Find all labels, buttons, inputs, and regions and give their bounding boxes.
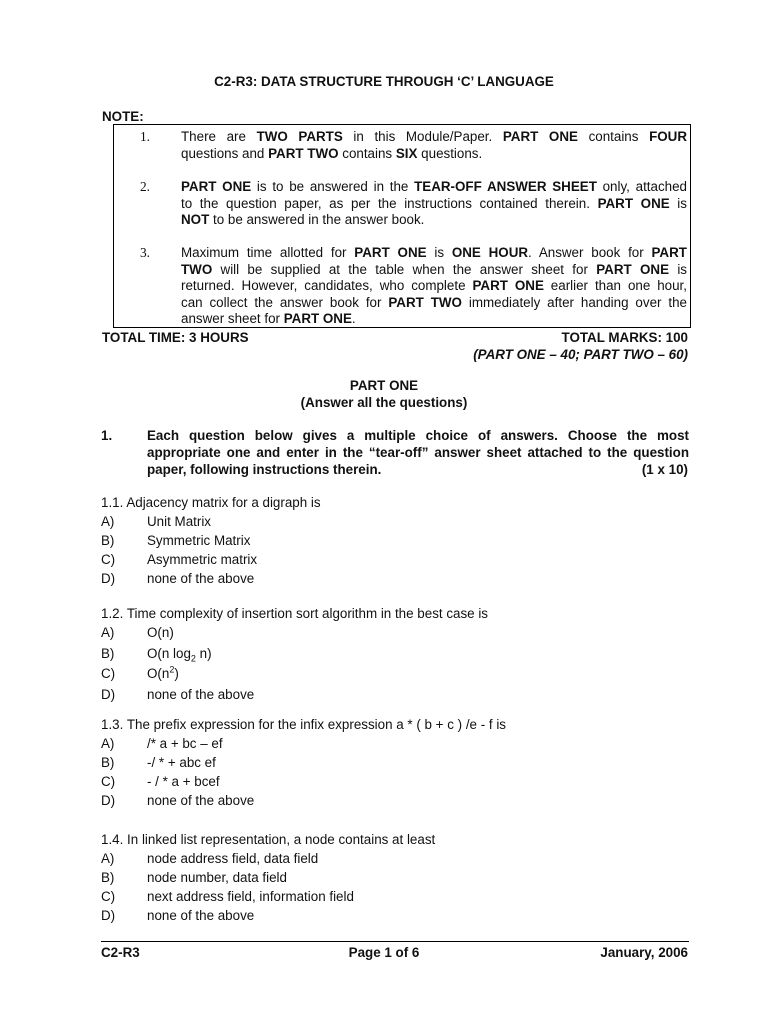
note-item-line — [181, 211, 687, 228]
note-text-run: immediately after handing over the — [461, 294, 687, 310]
option-text-tail: n) — [195, 645, 212, 661]
note-emphasis: PART ONE — [502, 129, 578, 144]
option-letter: B) — [101, 645, 115, 661]
note-text-run: is — [426, 245, 452, 260]
option-text — [147, 570, 254, 587]
option-letter: C) — [101, 889, 116, 904]
option-text-tail: ) — [174, 666, 179, 681]
option-text-main: -/ * + abc ef — [147, 755, 216, 770]
option-letter: A) — [101, 625, 115, 640]
question-line: Each question below gives a multiple choice of answers. Choose the most — [147, 428, 689, 443]
note-item-line — [181, 195, 687, 212]
option-letter: A) — [101, 736, 115, 751]
note-emphasis: ONE HOUR — [451, 245, 529, 260]
note-emphasis: SIX — [395, 145, 418, 161]
note-item-line — [181, 128, 687, 145]
note-item-line — [181, 244, 687, 261]
option-text-main: none of the above — [147, 686, 255, 702]
footer-date: January, 2006 — [600, 945, 688, 960]
subquestion-stem: 1.4. In linked list representation, a node contains at least — [101, 832, 436, 847]
option-text — [147, 645, 212, 662]
option-letter: D) — [101, 571, 116, 586]
note-text-run: to be answered in the answer book. — [209, 212, 425, 228]
option-text — [147, 869, 287, 886]
option-text-main: none of the above — [147, 571, 255, 586]
option-text-main: - / * a + bcef — [147, 774, 220, 789]
option-letter: B) — [101, 755, 115, 770]
note-emphasis: TWO — [181, 261, 213, 277]
note-emphasis: PART ONE — [597, 195, 670, 211]
footer-page: Page 1 of 6 — [348, 945, 420, 960]
note-emphasis: PART ONE — [181, 179, 252, 194]
option-text — [147, 792, 254, 809]
option-letter: A) — [101, 514, 115, 529]
question-line: appropriate one and enter in the “tear-off” answer sheet attached to the question — [147, 445, 689, 460]
note-text-run: . — [351, 311, 356, 327]
option-letter: D) — [101, 908, 116, 923]
note-item-number: 1. — [139, 129, 150, 144]
note-text-run: questions and — [181, 145, 269, 161]
option-text — [147, 665, 179, 682]
option-letter: B) — [101, 533, 115, 548]
option-text-main: /* a + bc – ef — [147, 736, 223, 751]
note-text-run: in this Module/Paper. — [342, 129, 503, 144]
option-text — [147, 735, 223, 752]
option-text-main: Symmetric Matrix — [147, 533, 251, 548]
option-text-main: none of the above — [147, 793, 255, 808]
note-emphasis: PART ONE — [283, 311, 352, 327]
option-text — [147, 624, 174, 641]
note-text-run: earlier than one hour, — [543, 278, 687, 294]
option-text — [147, 551, 257, 568]
part-subheading: (Answer all the questions) — [300, 395, 468, 410]
note-item-line — [181, 261, 687, 278]
option-text — [147, 773, 220, 790]
option-letter: C) — [101, 774, 116, 789]
subquestion-stem: 1.3. The prefix expression for the infix expression a * ( b + c ) /e - f is — [101, 717, 507, 732]
note-text-run: is — [669, 195, 687, 211]
option-text-main: Unit Matrix — [147, 514, 211, 529]
note-emphasis: PART — [651, 245, 687, 260]
part-heading: PART ONE — [349, 378, 419, 393]
option-text — [147, 907, 254, 924]
note-text-run: is to be answered in the — [251, 179, 415, 194]
option-text-main: O(n — [147, 666, 170, 681]
option-text — [147, 754, 216, 771]
note-emphasis: TEAR-OFF ANSWER SHEET — [414, 179, 597, 194]
note-text-run: is — [669, 261, 687, 277]
question-marks: (1 x 10) — [641, 462, 688, 477]
note-emphasis: PART ONE — [596, 261, 670, 277]
note-label: NOTE: — [102, 109, 144, 124]
note-text-run: questions. — [417, 145, 483, 161]
option-letter: D) — [101, 793, 116, 808]
question-line: paper, following instructions therein. — [147, 462, 382, 477]
note-text-run: There are — [181, 129, 257, 144]
option-text — [147, 888, 354, 905]
footer-divider — [101, 941, 689, 942]
note-text-run: will be supplied at the table when the answer sheet for — [212, 261, 597, 277]
note-text-run: only, attached — [596, 179, 687, 194]
option-letter: A) — [101, 851, 115, 866]
option-letter: C) — [101, 666, 116, 681]
note-text-run: . Answer book for — [528, 245, 652, 260]
option-subscript: 2 — [190, 653, 196, 664]
note-text-run: answer sheet for — [181, 311, 284, 327]
note-item-number: 3. — [139, 245, 150, 260]
total-marks: TOTAL MARKS: 100 — [561, 330, 688, 345]
footer-code: C2-R3 — [101, 945, 140, 960]
option-text — [147, 513, 211, 530]
note-item-line — [181, 310, 687, 327]
total-time: TOTAL TIME: 3 HOURS — [102, 330, 249, 345]
option-text — [147, 850, 318, 867]
option-text-main: node number, data field — [147, 870, 287, 885]
note-text-run: returned. However, candidates, who complete — [181, 278, 473, 294]
option-text — [147, 532, 250, 549]
question-number: 1. — [101, 428, 113, 443]
note-emphasis: PART TWO — [268, 145, 339, 161]
option-text-main: Asymmetric matrix — [147, 552, 258, 567]
note-text-run: contains — [577, 129, 650, 144]
note-item-line — [181, 178, 687, 195]
note-text-run: Maximum time allotted for — [181, 245, 355, 260]
note-text-run: to the question paper, as per the instructions contained therein. — [181, 195, 598, 211]
note-text-run: contains — [338, 145, 396, 161]
note-item-number: 2. — [139, 179, 150, 194]
note-emphasis: NOT — [181, 212, 210, 228]
subquestion-stem: 1.1. Adjacency matrix for a digraph is — [101, 495, 321, 510]
note-text-run: can collect the answer book for — [181, 294, 389, 310]
subquestion-stem: 1.2. Time complexity of insertion sort algorithm in the best case is — [101, 606, 489, 621]
note-item-line — [181, 277, 687, 294]
option-text-main: none of the above — [147, 908, 255, 923]
note-box — [113, 124, 691, 328]
note-item-line — [181, 294, 687, 311]
note-emphasis: PART ONE — [354, 245, 427, 260]
marks-split: (PART ONE – 40; PART TWO – 60) — [473, 347, 688, 362]
option-text-main: O(n log — [147, 645, 191, 661]
option-text-main: node address field, data field — [147, 851, 319, 866]
note-emphasis: PART TWO — [388, 294, 462, 310]
note-item-line — [181, 145, 687, 162]
note-emphasis: TWO PARTS — [256, 129, 343, 144]
note-emphasis: PART ONE — [472, 278, 544, 294]
option-letter: C) — [101, 552, 116, 567]
option-letter: B) — [101, 870, 115, 885]
option-text-main: next address field, information field — [147, 889, 354, 904]
option-text — [147, 686, 254, 703]
option-text-main: O(n) — [147, 625, 174, 640]
paper-title: C2-R3: DATA STRUCTURE THROUGH ‘C’ LANGUAGE — [214, 74, 554, 89]
option-letter: D) — [101, 686, 116, 702]
note-emphasis: FOUR — [649, 129, 687, 144]
option-superscript: 2 — [169, 664, 175, 675]
